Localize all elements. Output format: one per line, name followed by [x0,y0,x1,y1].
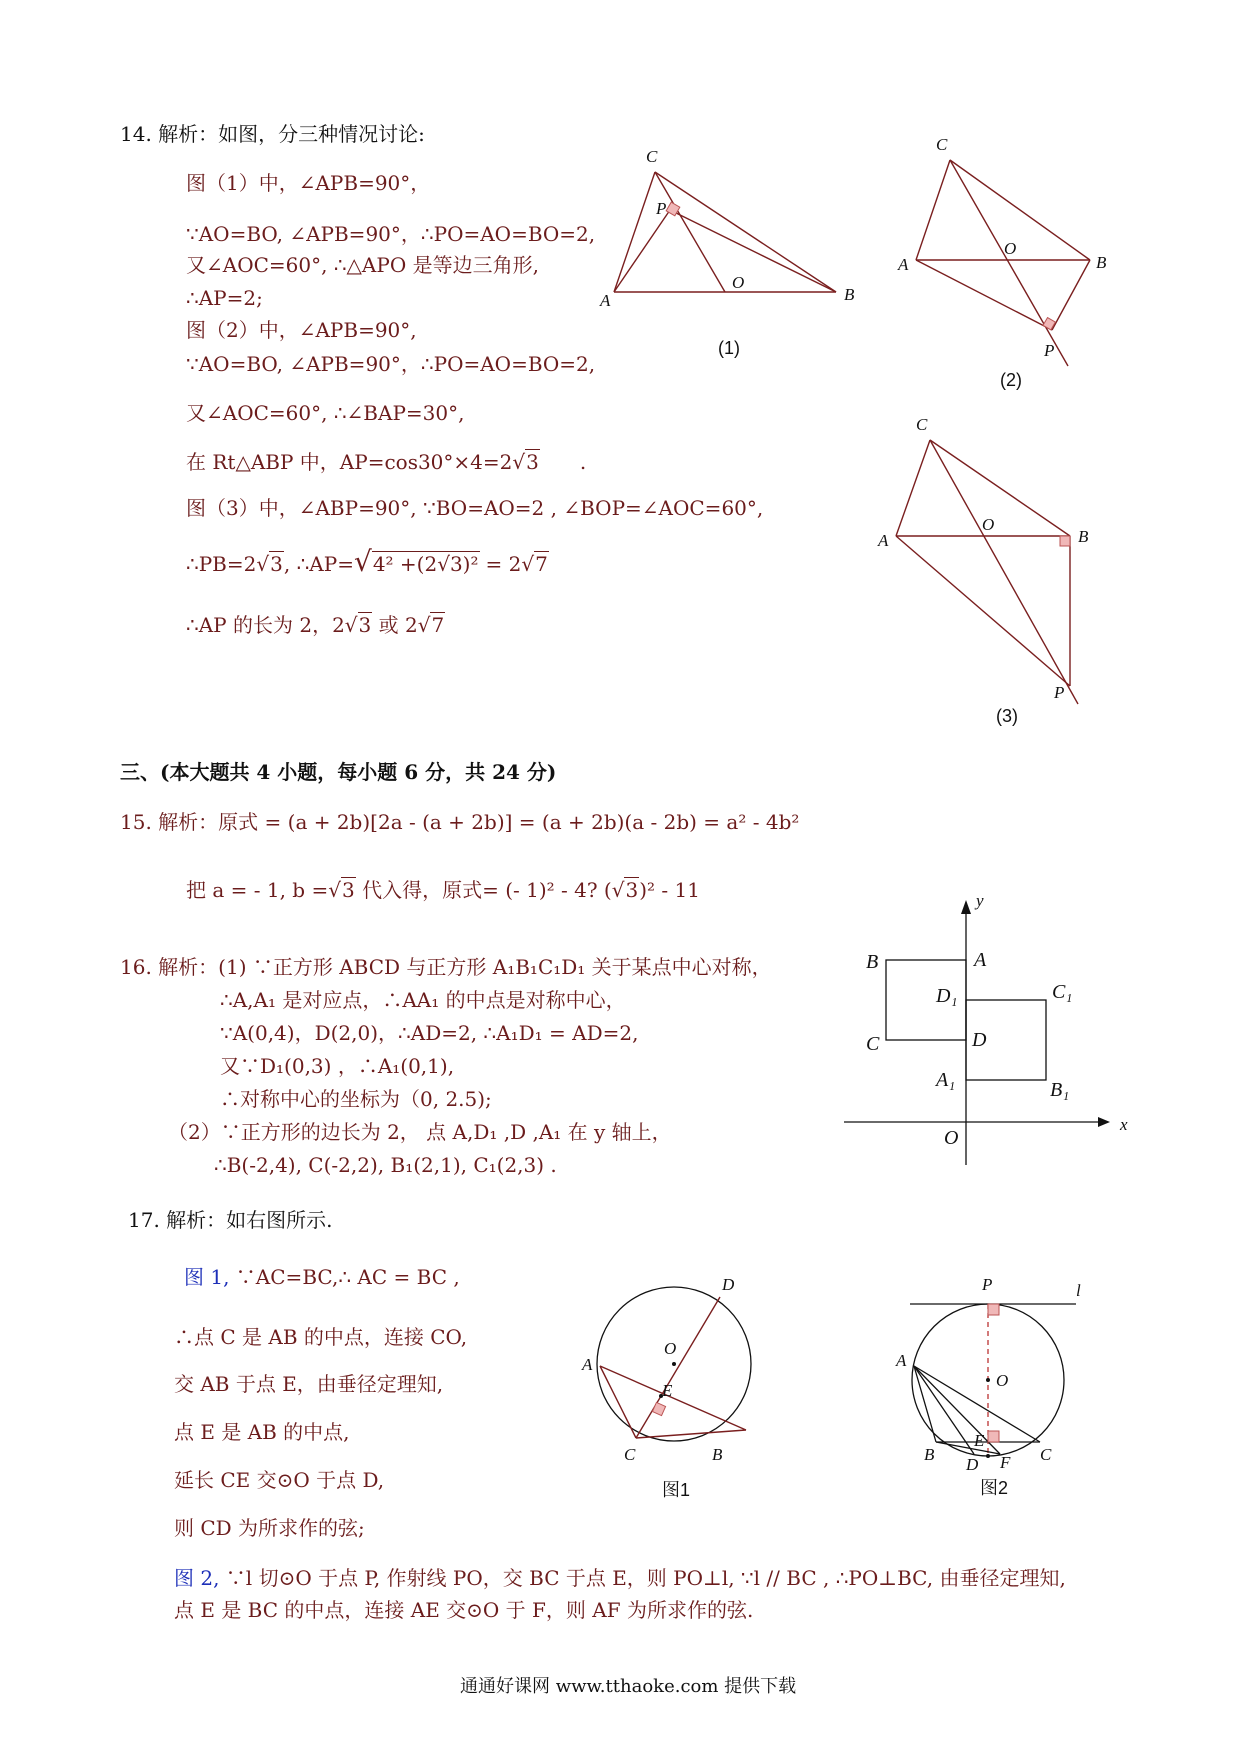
sqrt-radicand: 7 [535,552,548,576]
label-x: x [1120,1115,1128,1134]
q15-line-2 [186,880,700,900]
label-O: O [944,1127,959,1149]
label-B: B [924,1445,935,1464]
q16-line-7: ∴B(-2,4), C(-2,2), B₁(2,1), C₁(2,3) . [214,1153,557,1177]
sqrt-radicand-big: 4² +(2√3)² [372,552,479,576]
q14-figure-1 [590,140,870,370]
q17-line-7 [174,1568,1066,1588]
sqrt-radicand: 3 [341,878,355,902]
q15-line-2-c: 代入得，原式= (- 1)² - 4? ( [355,878,612,902]
section-3-heading: 三、(本大题共 4 小题，每小题 6 分，共 24 分) [120,760,557,784]
sqrt-radicand: 3 [270,552,283,576]
label-E: E [974,1431,985,1450]
q16-line-2: ∴A,A₁ 是对应点，∴AA₁ 的中点是对称中心， [220,988,626,1012]
sqrt-radicand: 3 [526,450,539,474]
q17-heading: 17. 解析：如右图所示. [128,1208,333,1232]
sqrt-sign: √ [344,613,358,637]
q17-line-1 [184,1267,460,1287]
sqrt-sign: √ [328,878,341,902]
sqrt-sign: √ [417,613,431,637]
label-B: B [844,285,855,304]
q14-figure-2 [890,130,1130,400]
label-D: D [972,1029,987,1051]
label-O: O [982,515,995,534]
label-O: O [664,1339,677,1358]
label-B: B [866,951,879,973]
q14-figure-3 [870,410,1100,740]
label-D1: D₁ [936,985,958,1007]
sqrt-radicand: 7 [431,613,445,637]
q14-line-5: 图（2）中，∠APB=90°, [186,318,417,342]
label-A: A [582,1355,593,1374]
sqrt-radicand: 3 [625,878,639,902]
label-C: C [916,415,928,434]
label-y: y [976,891,984,910]
q16-line-5: ∴对称中心的坐标为（0, 2.5); [220,1087,492,1111]
q17-line-6: 则 CD 为所求作的弦; [174,1516,365,1540]
label-B1: B₁ [1050,1079,1070,1101]
q14-line-11-a: ∴AP 的长为 2，2 [186,613,345,637]
label-A: A [878,531,889,550]
sqrt-sign: √ [512,450,526,474]
q14-line-4: ∴AP=2; [186,286,263,310]
label-B: B [1096,253,1107,272]
figure-caption: (1) [718,338,740,358]
label-B: B [712,1445,723,1464]
q17-line-4: 点 E 是 AB 的中点, [174,1420,350,1444]
figure-caption: 图1 [662,1480,691,1500]
q14-line-10-a: ∴PB=2 [186,552,257,576]
label-D: D [722,1275,735,1294]
figure-caption: (3) [996,706,1018,726]
sqrt-sign: √ [611,878,625,902]
q14-line-8 [186,452,586,472]
figure-caption: 图2 [980,1478,1009,1498]
q14-heading: 14. 解析：如图，分三种情况讨论: [120,122,425,146]
label-O: O [1004,239,1017,258]
label-A1: A₁ [936,1069,956,1091]
label-A: A [600,291,611,310]
q14-line-3: 又∠AOC=60°, ∴△APO 是等边三角形, [186,253,539,277]
label-C: C [936,135,948,154]
label-O: O [732,273,745,292]
q15-line-2-e: )² - 11 [639,878,700,902]
label-P: P [982,1275,993,1294]
label-O: O [996,1371,1009,1390]
q15-line-2-a: 把 a = - 1, b = [186,878,329,902]
q17-line-8: 点 E 是 BC 的中点，连接 AE 交⊙O 于 F，则 AF 为所求作的弦. [174,1598,754,1622]
sqrt-sign: √ [521,552,535,576]
q14-line-10-c: , ∴AP= [283,552,354,576]
q16-coordinate-figure [840,890,1140,1180]
q17-line-2: ∴点 C 是 AB 的中点，连接 CO, [174,1325,468,1349]
q17-figure-2-ref: 图 2, [174,1566,220,1590]
q14-line-2: ∵AO=BO, ∠APB=90°，∴PO=AO=BO=2, [186,222,596,246]
sqrt-sign: √ [353,545,372,578]
label-F: F [1000,1453,1011,1472]
label-A: A [896,1351,907,1370]
q16-line-6: （2）∵正方形的边长为 2， 点 A,D₁ ,D ,A₁ 在 y 轴上， [168,1120,672,1144]
q17-line-5: 延长 CE 交⊙O 于点 D, [174,1468,385,1492]
q17-figure-1 [570,1270,770,1500]
q14-line-11-c: 或 2 [372,613,418,637]
q17-line-3: 交 AB 于点 E，由垂径定理知, [174,1372,444,1396]
label-P: P [1044,341,1055,360]
q14-line-8-dot: . [579,450,587,474]
label-C: C [866,1033,880,1055]
label-A: A [898,255,909,274]
q14-line-9: 图（3）中，∠ABP=90°, ∵BO=AO=2 , ∠BOP=∠AOC=60°, [186,496,764,520]
label-C: C [624,1445,636,1464]
q16-line-3: ∵A(0,4)，D(2,0)，∴AD=2, ∴A₁D₁ = AD=2, [220,1021,639,1045]
q17-line-1-b: ∵AC=BC,∴ AC = BC , [229,1265,460,1289]
q14-line-10 [186,545,549,578]
q14-line-11 [186,615,445,635]
label-C1: C₁ [1052,981,1073,1003]
label-P: P [656,199,667,218]
q15-line-1: 15. 解析：原式 = (a + 2b)[2a - (a + 2b)] = (a + 2b)(a - 2b) = a² - 4b² [120,810,800,834]
label-C: C [1040,1445,1052,1464]
label-P: P [1054,683,1065,702]
label-C: C [646,147,658,166]
q14-line-6: ∵AO=BO, ∠APB=90°，∴PO=AO=BO=2, [186,352,596,376]
label-l: l [1076,1281,1081,1300]
q14-line-7: 又∠AOC=60°, ∴∠BAP=30°, [186,401,465,425]
label-D: D [966,1455,979,1474]
label-B: B [1078,527,1089,546]
q14-line-1: 图（1）中，∠APB=90°， [186,171,431,195]
q16-line-1: 16. 解析：(1) ∵正方形 ABCD 与正方形 A₁B₁C₁D₁ 关于某点中心对称， [120,955,772,979]
sqrt-sign: √ [256,552,270,576]
label-E: E [662,1381,673,1400]
label-A: A [974,949,987,971]
q17-figure-2 [890,1262,1100,1502]
figure-caption: (2) [1000,370,1022,390]
q17-line-7-b: ∵l 切⊙O 于点 P, 作射线 PO，交 BC 于点 E，则 PO⊥l, ∵l // BC , ∴PO⊥BC, 由垂径定理知, [219,1566,1066,1590]
q14-line-10-e: = 2 [485,552,522,576]
sqrt-radicand: 3 [358,613,372,637]
q14-line-8-text: 在 Rt△ABP 中，AP=cos30°×4=2 [186,450,513,474]
footer: 通通好课网 www.tthaoke.com 提供下载 [460,1676,797,1697]
q17-figure-1-ref: 图 1, [184,1265,230,1289]
q16-line-4: 又∵D₁(0,3) ，∴A₁(0,1), [220,1054,455,1078]
